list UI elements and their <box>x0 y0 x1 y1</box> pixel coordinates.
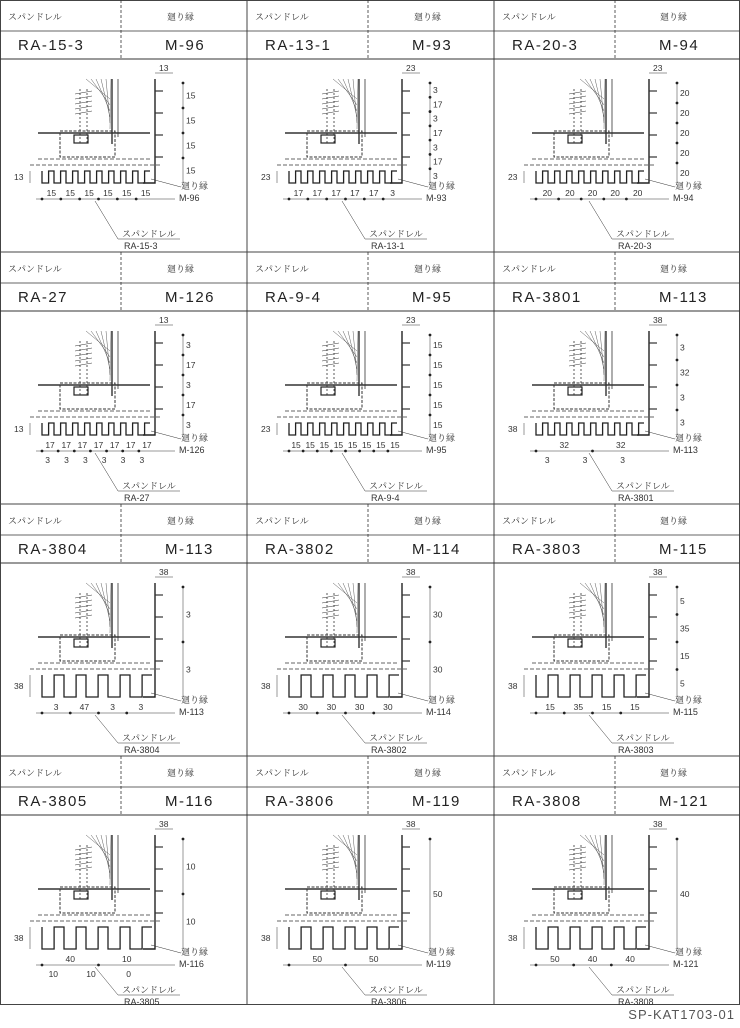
dimension-label: 0 <box>126 969 132 979</box>
dimension-label: 35 <box>573 702 584 712</box>
dimension-label: 32 <box>680 367 690 378</box>
callout-spandrel-code: RA-3808 <box>618 997 654 1007</box>
dimension-label: 3 <box>45 455 51 465</box>
dimension-label: 3 <box>582 455 588 465</box>
dimension-label: 3 <box>433 113 438 124</box>
dimension-label: 3 <box>64 455 69 465</box>
product-cell <box>494 252 740 503</box>
dimension-label: 38 <box>406 819 416 829</box>
callout-spandrel-code: RA-9-4 <box>371 493 400 503</box>
dimension-label: 15 <box>103 188 113 198</box>
dimension-label: 38 <box>508 933 518 943</box>
dimension-label: 17 <box>433 128 443 138</box>
callout-edge-code: M-93 <box>426 193 447 203</box>
dimension-label: 32 <box>616 440 626 450</box>
dimension-label: 38 <box>653 315 663 325</box>
dimension-label: 38 <box>159 567 169 577</box>
dimension-label: 3 <box>620 455 626 465</box>
dimension-label: 15 <box>122 188 132 198</box>
callout-spandrel-code: RA-3805 <box>124 997 160 1007</box>
dimension-label: 23 <box>261 172 271 182</box>
spandrel-header-label: スパンドレル <box>8 12 62 22</box>
callout-spandrel-code: RA-13-1 <box>371 241 405 251</box>
callout-edge-label: 廻り縁 <box>428 181 456 191</box>
dimension-label: 3 <box>433 85 438 96</box>
callout-edge-code: M-94 <box>673 193 694 203</box>
dimension-label: 3 <box>544 455 550 465</box>
section-drawing <box>261 567 455 755</box>
dimension-label: 40 <box>65 954 75 964</box>
dimension-label: 13 <box>159 315 169 325</box>
dimension-label: 15 <box>333 440 344 450</box>
dimension-label: 15 <box>46 188 57 198</box>
callout-edge-label: 廻り縁 <box>428 947 456 957</box>
edge-code: M-119 <box>412 793 461 810</box>
callout-spandrel-label: スパンドレル <box>122 481 176 491</box>
dimension-label: 20 <box>565 188 575 198</box>
dimension-label: 3 <box>120 455 126 465</box>
dimension-label: 17 <box>126 440 136 450</box>
callout-spandrel-code: RA-3803 <box>618 745 654 755</box>
callout-edge-label: 廻り縁 <box>675 695 703 705</box>
dimension-label: 10 <box>86 969 96 979</box>
dimension-label: 15 <box>601 702 612 712</box>
dimension-label: 15 <box>433 360 443 370</box>
edge-header-label: 廻り縁 <box>660 12 688 22</box>
dimension-label: 15 <box>186 140 196 151</box>
spandrel-code: RA-3806 <box>265 793 335 810</box>
dimension-label: 30 <box>298 702 308 712</box>
dimension-label: 23 <box>653 63 663 73</box>
dimension-label: 20 <box>680 148 690 158</box>
spandrel-code: RA-20-3 <box>512 37 579 54</box>
callout-edge-code: M-95 <box>426 445 447 455</box>
product-cell <box>0 0 247 251</box>
spandrel-code: RA-3801 <box>512 289 582 306</box>
callout-edge-label: 廻り縁 <box>428 433 456 443</box>
edge-header-label: 廻り縁 <box>167 768 195 778</box>
dimension-label: 3 <box>101 455 107 465</box>
edge-code: M-115 <box>659 541 708 558</box>
spandrel-header-label: スパンドレル <box>255 12 309 22</box>
edge-header-label: 廻り縁 <box>167 12 195 22</box>
spandrel-code: RA-3804 <box>18 541 88 558</box>
dimension-label: 30 <box>326 702 337 712</box>
dimension-label: 20 <box>680 168 690 178</box>
edge-code: M-96 <box>165 37 206 54</box>
section-drawing <box>508 63 702 251</box>
edge-code: M-114 <box>412 541 461 558</box>
dimension-label: 17 <box>293 188 304 198</box>
dimension-label: 30 <box>383 702 393 712</box>
dimension-label: 15 <box>186 165 196 176</box>
callout-spandrel-code: RA-27 <box>124 493 150 503</box>
edge-header-label: 廻り縁 <box>660 516 688 526</box>
dimension-label: 15 <box>65 188 75 198</box>
spandrel-header-label: スパンドレル <box>255 768 309 778</box>
dimension-label: 47 <box>79 702 90 712</box>
product-cell <box>494 756 740 1007</box>
spandrel-code: RA-27 <box>18 289 69 306</box>
edge-header-label: 廻り縁 <box>414 516 442 526</box>
section-drawing <box>14 315 208 503</box>
dimension-label: 17 <box>186 360 196 370</box>
callout-spandrel-label: スパンドレル <box>122 733 176 743</box>
dimension-label: 15 <box>680 650 690 661</box>
callout-spandrel-code: RA-3802 <box>371 745 407 755</box>
dimension-label: 50 <box>433 889 443 899</box>
callout-spandrel-label: スパンドレル <box>369 733 423 743</box>
spandrel-header-label: スパンドレル <box>8 768 62 778</box>
dimension-label: 3 <box>82 455 88 465</box>
spandrel-header-label: スパンドレル <box>502 264 556 274</box>
dimension-label: 3 <box>680 417 685 428</box>
dimension-label: 17 <box>77 440 88 450</box>
callout-edge-code: M-115 <box>673 707 698 717</box>
callout-edge-code: M-113 <box>179 707 204 717</box>
edge-header-label: 廻り縁 <box>414 264 442 274</box>
callout-edge-label: 廻り縁 <box>181 181 209 191</box>
dimension-label: 17 <box>186 400 196 410</box>
section-drawing <box>508 315 702 503</box>
dimension-label: 50 <box>550 954 560 964</box>
product-cell <box>247 756 494 1007</box>
edge-header-label: 廻り縁 <box>167 264 195 274</box>
dimension-label: 38 <box>261 933 271 943</box>
spandrel-header-label: スパンドレル <box>502 768 556 778</box>
callout-spandrel-label: スパンドレル <box>616 481 670 491</box>
dimension-label: 15 <box>433 380 443 390</box>
dimension-label: 23 <box>261 424 271 434</box>
dimension-label: 3 <box>186 664 191 675</box>
dimension-label: 38 <box>14 681 24 691</box>
dimension-label: 15 <box>376 440 386 450</box>
dimension-label: 38 <box>653 567 663 577</box>
edge-code: M-113 <box>659 289 708 306</box>
callout-edge-code: M-119 <box>426 959 451 969</box>
section-drawing <box>508 567 702 755</box>
dimension-label: 13 <box>14 172 24 182</box>
dimension-label: 3 <box>680 342 685 353</box>
dimension-label: 15 <box>433 400 443 410</box>
dimension-label: 15 <box>319 440 330 450</box>
dimension-label: 20 <box>680 88 690 98</box>
dimension-label: 17 <box>433 99 443 110</box>
dimension-label: 23 <box>406 63 416 73</box>
callout-spandrel-label: スパンドレル <box>616 229 670 239</box>
dimension-label: 35 <box>680 623 690 634</box>
dimension-label: 15 <box>361 440 372 450</box>
callout-spandrel-code: RA-3801 <box>618 493 654 503</box>
dimension-label: 15 <box>291 440 301 450</box>
dimension-label: 38 <box>406 567 416 577</box>
callout-edge-label: 廻り縁 <box>675 181 703 191</box>
edge-code: M-126 <box>165 289 216 306</box>
dimension-label: 3 <box>680 392 685 403</box>
callout-edge-code: M-113 <box>673 445 698 455</box>
dimension-label: 20 <box>632 188 643 198</box>
dimension-label: 3 <box>186 340 191 350</box>
spandrel-code: RA-3808 <box>512 793 582 810</box>
callout-spandrel-code: RA-3806 <box>371 997 407 1007</box>
edge-header-label: 廻り縁 <box>414 12 442 22</box>
callout-spandrel-code: RA-3804 <box>124 745 160 755</box>
edge-code: M-121 <box>659 793 710 810</box>
callout-edge-label: 廻り縁 <box>675 433 703 443</box>
callout-edge-code: M-121 <box>673 959 699 969</box>
dimension-label: 20 <box>610 188 620 198</box>
dimension-label: 38 <box>159 819 169 829</box>
callout-spandrel-label: スパンドレル <box>616 985 670 995</box>
dimension-label: 38 <box>653 819 663 829</box>
dimension-label: 20 <box>587 188 598 198</box>
callout-edge-label: 廻り縁 <box>181 433 209 443</box>
dimension-label: 15 <box>84 188 94 198</box>
product-cell <box>0 504 247 755</box>
dimension-label: 15 <box>433 420 443 430</box>
dimension-label: 17 <box>45 440 55 450</box>
dimension-label: 38 <box>14 933 24 943</box>
dimension-label: 17 <box>331 188 341 198</box>
dimension-label: 50 <box>369 954 379 964</box>
dimension-label: 30 <box>354 702 365 712</box>
dimension-label: 23 <box>508 172 518 182</box>
callout-edge-code: M-116 <box>179 959 204 969</box>
product-cell <box>494 0 740 251</box>
dimension-label: 40 <box>625 954 635 964</box>
edge-header-label: 廻り縁 <box>660 264 688 274</box>
dimension-label: 17 <box>61 440 71 450</box>
dimension-label: 30 <box>433 609 443 620</box>
spandrel-header-label: スパンドレル <box>8 264 62 274</box>
dimension-label: 10 <box>122 954 132 964</box>
dimension-label: 5 <box>680 678 685 689</box>
callout-spandrel-label: スパンドレル <box>369 481 423 491</box>
product-cell <box>247 0 494 251</box>
spandrel-code: RA-13-1 <box>265 37 332 54</box>
product-cell <box>247 252 494 503</box>
dimension-label: 13 <box>14 424 24 434</box>
dimension-label: 32 <box>559 440 569 450</box>
dimension-label: 17 <box>312 188 322 198</box>
dimension-label: 30 <box>433 664 443 675</box>
dimension-label: 3 <box>390 188 395 198</box>
dimension-label: 3 <box>138 702 144 712</box>
dimension-label: 40 <box>587 954 598 964</box>
product-cell <box>494 504 740 755</box>
dimension-label: 15 <box>545 702 555 712</box>
callout-edge-label: 廻り縁 <box>428 695 456 705</box>
dimension-label: 20 <box>680 128 690 138</box>
dimension-label: 38 <box>508 424 518 434</box>
section-drawing <box>261 63 455 251</box>
dimension-label: 17 <box>142 440 152 450</box>
dimension-label: 15 <box>630 702 640 712</box>
edge-code: M-116 <box>165 793 214 810</box>
callout-spandrel-label: スパンドレル <box>616 733 670 743</box>
dimension-label: 15 <box>140 188 151 198</box>
dimension-label: 3 <box>433 170 438 181</box>
dimension-label: 20 <box>542 188 553 198</box>
edge-code: M-94 <box>659 37 700 54</box>
dimension-label: 13 <box>159 63 169 73</box>
edge-code: M-93 <box>412 37 453 54</box>
section-drawing <box>14 63 208 251</box>
dimension-label: 3 <box>139 455 145 465</box>
dimension-label: 17 <box>93 440 104 450</box>
callout-edge-label: 廻り縁 <box>675 947 703 957</box>
callout-spandrel-label: スパンドレル <box>122 985 176 995</box>
section-drawing <box>261 819 455 1007</box>
edge-code: M-95 <box>412 289 453 306</box>
dimension-label: 15 <box>186 90 196 101</box>
callout-spandrel-code: RA-20-3 <box>618 241 652 251</box>
spandrel-code: RA-15-3 <box>18 37 85 54</box>
dimension-label: 17 <box>369 188 379 198</box>
dimension-label: 3 <box>53 702 59 712</box>
spandrel-header-label: スパンドレル <box>255 264 309 274</box>
document-code: SP-KAT1703-01 <box>628 1007 735 1022</box>
dimension-label: 15 <box>433 340 443 350</box>
dimension-label: 3 <box>186 380 191 390</box>
product-cell <box>0 756 247 1007</box>
callout-spandrel-label: スパンドレル <box>369 985 423 995</box>
dimension-label: 17 <box>350 188 360 198</box>
dimension-label: 10 <box>186 861 196 872</box>
dimension-label: 15 <box>390 440 400 450</box>
edge-header-label: 廻り縁 <box>167 516 195 526</box>
dimension-label: 15 <box>305 440 315 450</box>
spandrel-code: RA-3802 <box>265 541 335 558</box>
callout-spandrel-label: スパンドレル <box>122 229 176 239</box>
dimension-label: 3 <box>110 702 115 712</box>
callout-edge-code: M-126 <box>179 445 205 455</box>
callout-edge-code: M-114 <box>426 707 451 717</box>
dimension-label: 38 <box>508 681 518 691</box>
section-drawing <box>261 315 455 503</box>
dimension-label: 10 <box>48 969 59 979</box>
callout-spandrel-label: スパンドレル <box>369 229 423 239</box>
spandrel-code: RA-9-4 <box>265 289 322 306</box>
dimension-label: 5 <box>680 595 685 606</box>
edge-header-label: 廻り縁 <box>660 768 688 778</box>
spandrel-code: RA-3803 <box>512 541 582 558</box>
dimension-label: 15 <box>186 115 196 126</box>
dimension-label: 15 <box>347 440 358 450</box>
section-drawing <box>14 567 208 755</box>
spandrel-header-label: スパンドレル <box>502 516 556 526</box>
dimension-label: 10 <box>186 916 196 927</box>
spandrel-header-label: スパンドレル <box>255 516 309 526</box>
section-drawing <box>508 819 702 1007</box>
product-cell <box>247 504 494 755</box>
spandrel-header-label: スパンドレル <box>502 12 556 22</box>
callout-spandrel-code: RA-15-3 <box>124 241 158 251</box>
dimension-label: 20 <box>680 108 690 118</box>
dimension-label: 40 <box>680 889 690 899</box>
dimension-label: 3 <box>186 420 191 430</box>
dimension-label: 3 <box>186 609 191 620</box>
product-cell <box>0 252 247 503</box>
dimension-label: 3 <box>433 142 438 153</box>
callout-edge-label: 廻り縁 <box>181 695 209 705</box>
edge-code: M-113 <box>165 541 214 558</box>
callout-edge-label: 廻り縁 <box>181 947 209 957</box>
dimension-label: 38 <box>261 681 271 691</box>
dimension-label: 17 <box>433 156 443 167</box>
dimension-label: 23 <box>406 315 416 325</box>
callout-edge-code: M-96 <box>179 193 200 203</box>
section-drawing <box>14 819 208 1007</box>
spandrel-header-label: スパンドレル <box>8 516 62 526</box>
dimension-label: 50 <box>312 954 322 964</box>
edge-header-label: 廻り縁 <box>414 768 442 778</box>
spandrel-code: RA-3805 <box>18 793 88 810</box>
dimension-label: 17 <box>109 440 120 450</box>
